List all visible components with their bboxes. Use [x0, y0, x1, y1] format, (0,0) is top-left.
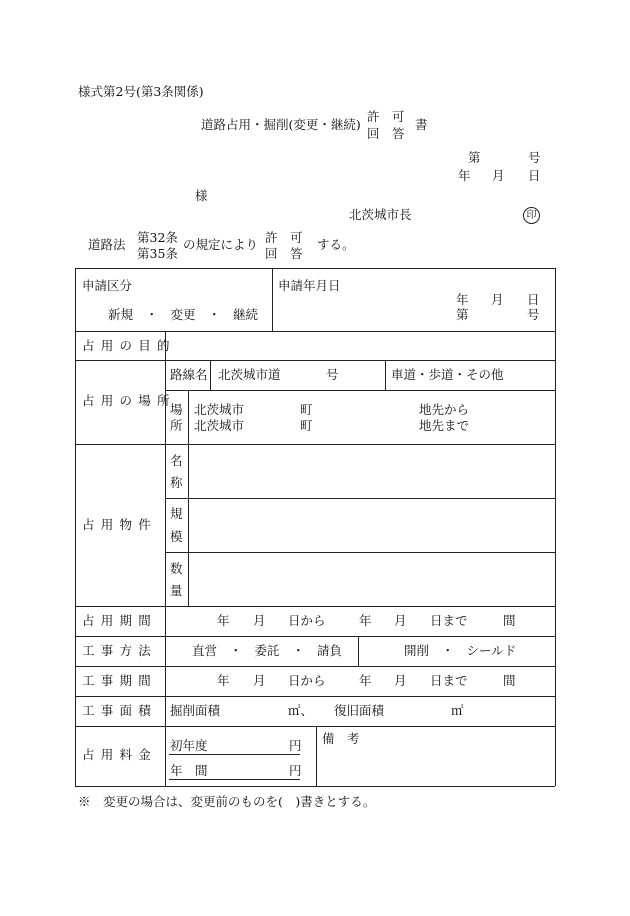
route-number-go: 号 [326, 367, 339, 382]
form-number: 様式第2号(第3条関係) [78, 84, 204, 99]
place-char-ba: 場 [170, 402, 183, 417]
law-option-kyoka: 許 可 [265, 230, 303, 245]
object-scale-char-2: 模 [170, 529, 183, 544]
work-day-from: 日から [288, 673, 326, 688]
fee-label: 占用料金 [82, 747, 158, 762]
work-month-from: 月 [253, 673, 266, 688]
fee-annual-underline [169, 779, 300, 780]
road-type-options[interactable]: 車道・歩道・その他 [391, 367, 504, 382]
period-duration: 間 [503, 613, 516, 628]
route-value[interactable]: 北茨城市道 [218, 367, 281, 382]
footer-note: ※ 変更の場合は、変更前のものを( )書きとする。 [78, 794, 376, 809]
restoration-area-label: 復旧面積 [334, 703, 385, 718]
fee-annual-label: 年 間 [170, 763, 208, 778]
period-month-from: 月 [253, 613, 266, 628]
area-label: 工事面積 [82, 703, 158, 718]
period-label: 占用期間 [82, 613, 158, 628]
method-options-contract[interactable]: 直営 ・ 委託 ・ 請負 [192, 643, 343, 658]
law-article-32: 第32条 [137, 230, 178, 245]
period-month-to: 月 [394, 613, 407, 628]
object-quantity-field[interactable] [194, 558, 549, 600]
place-city-from: 北茨城市 [194, 402, 245, 417]
addressee-honorific: 様 [195, 188, 208, 203]
object-qty-char-1: 数 [170, 561, 183, 576]
fee-first-year-yen: 円 [289, 738, 302, 753]
law-name: 道路法 [88, 237, 126, 252]
date-month: 月 [492, 168, 505, 183]
law-option-kaito: 回 答 [265, 246, 303, 261]
excavation-area-label: 掘削面積 [170, 703, 221, 718]
period-year-to: 年 [359, 613, 372, 628]
doc-number-dai: 第 [468, 150, 481, 165]
doc-number-go: 号 [528, 150, 541, 165]
application-number-go: 号 [527, 307, 540, 322]
title-option-kyoka: 許 可 [367, 109, 405, 124]
law-suffix: する。 [317, 237, 355, 252]
title-suffix: 書 [415, 117, 428, 132]
purpose-field[interactable] [170, 338, 550, 356]
application-type-options[interactable]: 新規 ・ 変更 ・ 継続 [108, 307, 259, 322]
place-char-sho: 所 [170, 418, 183, 433]
fee-first-year-underline [169, 754, 300, 755]
fee-first-year-label: 初年度 [170, 738, 208, 753]
form-title: 道路占用・掘削(変更・継続) [201, 117, 361, 132]
period-day-to: 日まで [430, 613, 468, 628]
issuer-name: 北茨城市長 [349, 207, 412, 222]
restoration-area-unit: ㎡ [451, 703, 464, 718]
place-town-to: 町 [300, 418, 313, 433]
application-date-year: 年 [456, 292, 469, 307]
work-period-label: 工事期間 [82, 673, 158, 688]
place-lot-to: 地先まで [419, 418, 470, 433]
application-date-day: 日 [527, 292, 540, 307]
object-name-field[interactable] [194, 450, 549, 492]
fee-annual-yen: 円 [289, 763, 302, 778]
object-name-char-1: 名 [170, 453, 183, 468]
work-year-from: 年 [217, 673, 230, 688]
object-scale-field[interactable] [194, 504, 549, 546]
application-date-label: 申請年月日 [278, 278, 341, 293]
excavation-area-unit: ㎡、 [288, 703, 314, 718]
date-day: 日 [528, 168, 541, 183]
law-article-35: 第35条 [137, 246, 178, 261]
route-label: 路線名 [170, 367, 208, 382]
object-scale-char-1: 規 [170, 506, 183, 521]
work-year-to: 年 [359, 673, 372, 688]
period-day-from: 日から [288, 613, 326, 628]
application-date-month: 月 [491, 292, 504, 307]
remarks-field[interactable] [322, 750, 550, 782]
work-month-to: 月 [394, 673, 407, 688]
object-label: 占用物件 [82, 517, 158, 532]
law-rule: の規定により [183, 237, 259, 252]
title-option-kaito: 回 答 [367, 126, 405, 141]
place-town-from: 町 [300, 402, 313, 417]
place-city-to: 北茨城市 [194, 418, 245, 433]
method-options-excavation[interactable]: 開削 ・ シールド [404, 643, 517, 658]
seal-icon: 印 [523, 207, 540, 224]
work-day-to: 日まで [430, 673, 468, 688]
purpose-label: 占用の目的 [82, 338, 176, 353]
date-year: 年 [458, 168, 471, 183]
work-duration: 間 [503, 673, 516, 688]
application-type-label: 申請区分 [82, 278, 133, 293]
period-year-from: 年 [217, 613, 230, 628]
object-name-char-2: 称 [170, 475, 183, 490]
place-label: 占用の場所 [82, 393, 176, 408]
method-label: 工事方法 [82, 643, 158, 658]
place-lot-from: 地先から [419, 402, 470, 417]
remarks-label: 備 考 [322, 731, 360, 746]
object-qty-char-2: 量 [170, 583, 183, 598]
application-number-dai: 第 [456, 307, 469, 322]
